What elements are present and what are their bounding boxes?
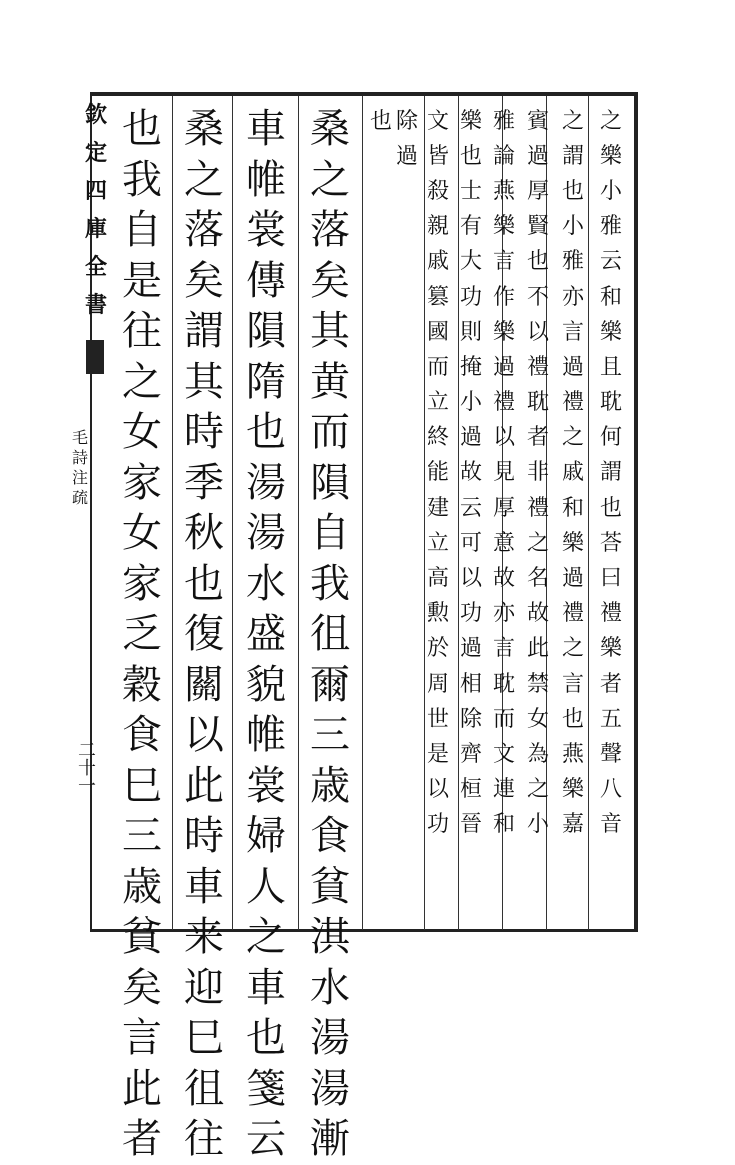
glyph: 女 bbox=[527, 706, 550, 732]
glyph: 也 bbox=[600, 495, 623, 521]
glyph: 雅 bbox=[600, 214, 623, 240]
glyph: 也 bbox=[246, 1015, 286, 1062]
glyph: 大 bbox=[460, 249, 483, 275]
glyph: 何 bbox=[600, 425, 623, 451]
glyph: 篡 bbox=[427, 284, 450, 310]
glyph: 且 bbox=[600, 354, 623, 380]
glyph: 能 bbox=[427, 460, 450, 486]
glyph: 之 bbox=[122, 358, 162, 405]
glyph: 士 bbox=[460, 178, 483, 204]
text-column-11 bbox=[184, 104, 224, 1165]
glyph: 名 bbox=[527, 566, 550, 592]
glyph: 欽 bbox=[84, 102, 107, 128]
glyph: 矣 bbox=[310, 257, 350, 304]
glyph: 乏 bbox=[122, 611, 162, 658]
glyph: 小 bbox=[600, 178, 623, 204]
glyph: 落 bbox=[184, 207, 224, 254]
glyph: 女 bbox=[122, 510, 162, 557]
text-column-3 bbox=[527, 104, 549, 843]
glyph: 裳 bbox=[246, 762, 286, 809]
glyph: 禮 bbox=[493, 390, 516, 416]
glyph: 功 bbox=[427, 812, 450, 838]
glyph: 殺 bbox=[427, 178, 450, 204]
glyph: 自 bbox=[310, 510, 350, 557]
glyph: 車 bbox=[246, 106, 286, 153]
glyph: 掩 bbox=[460, 354, 483, 380]
glyph: 五 bbox=[600, 706, 623, 732]
glyph: 謂 bbox=[184, 308, 224, 355]
column-divider bbox=[458, 96, 459, 930]
glyph: 歳 bbox=[122, 863, 162, 910]
glyph: 湯 bbox=[310, 1065, 350, 1112]
glyph: 以 bbox=[460, 566, 483, 592]
glyph: 故 bbox=[460, 460, 483, 486]
glyph: 燕 bbox=[562, 741, 585, 767]
glyph: 耽 bbox=[493, 671, 516, 697]
glyph: 世 bbox=[427, 706, 450, 732]
text-column-7 bbox=[396, 104, 418, 174]
glyph: 云 bbox=[246, 1116, 286, 1163]
glyph: 落 bbox=[310, 207, 350, 254]
glyph: 和 bbox=[562, 495, 585, 521]
glyph: 賓 bbox=[527, 108, 550, 134]
glyph: 注 bbox=[72, 468, 89, 487]
glyph: 三 bbox=[122, 813, 162, 860]
glyph: 也 bbox=[527, 249, 550, 275]
glyph: 功 bbox=[460, 284, 483, 310]
glyph: 燕 bbox=[493, 178, 516, 204]
glyph: 盛 bbox=[246, 611, 286, 658]
glyph: 過 bbox=[562, 566, 585, 592]
text-column-5 bbox=[460, 104, 482, 843]
column-divider bbox=[362, 96, 363, 930]
glyph: 樂 bbox=[493, 214, 516, 240]
glyph: 高 bbox=[427, 566, 450, 592]
glyph: 也 bbox=[460, 143, 483, 169]
glyph: 自 bbox=[122, 207, 162, 254]
glyph: 也 bbox=[562, 706, 585, 732]
glyph: 亦 bbox=[493, 601, 516, 627]
glyph: 禮 bbox=[600, 601, 623, 627]
glyph: 小 bbox=[460, 390, 483, 416]
glyph: 時 bbox=[184, 409, 224, 456]
glyph: 家 bbox=[122, 560, 162, 607]
glyph: 除 bbox=[460, 706, 483, 732]
glyph: 樂 bbox=[562, 530, 585, 556]
glyph: 言 bbox=[122, 1015, 162, 1062]
glyph: 功 bbox=[460, 601, 483, 627]
glyph: 禁 bbox=[527, 671, 550, 697]
glyph: 桑 bbox=[184, 106, 224, 153]
glyph: 晉 bbox=[460, 812, 483, 838]
glyph: 車 bbox=[246, 964, 286, 1011]
glyph: 全 bbox=[84, 254, 107, 280]
glyph: 之 bbox=[184, 156, 224, 203]
glyph: 戚 bbox=[562, 460, 585, 486]
glyph: 立 bbox=[427, 530, 450, 556]
glyph: 四 bbox=[84, 178, 107, 204]
glyph: 之 bbox=[562, 108, 585, 134]
glyph: 徂 bbox=[184, 1065, 224, 1112]
glyph: 過 bbox=[460, 425, 483, 451]
glyph: 者 bbox=[600, 671, 623, 697]
glyph: 雅 bbox=[562, 249, 585, 275]
glyph: 三 bbox=[310, 712, 350, 759]
glyph: 之 bbox=[527, 530, 550, 556]
glyph: 過 bbox=[460, 636, 483, 662]
glyph: 爾 bbox=[310, 661, 350, 708]
glyph: 耽 bbox=[527, 390, 550, 416]
glyph: 國 bbox=[427, 319, 450, 345]
glyph: 矣 bbox=[184, 257, 224, 304]
glyph: 皆 bbox=[427, 143, 450, 169]
glyph: 荅 bbox=[600, 530, 623, 556]
glyph: 嘉 bbox=[562, 812, 585, 838]
glyph: 貧 bbox=[122, 914, 162, 961]
glyph: 黄 bbox=[310, 358, 350, 405]
glyph: 之 bbox=[246, 914, 286, 961]
glyph: 為 bbox=[527, 741, 550, 767]
glyph: 文 bbox=[493, 741, 516, 767]
glyph: 建 bbox=[427, 495, 450, 521]
glyph: 者 bbox=[122, 1116, 162, 1163]
glyph: 水 bbox=[310, 964, 350, 1011]
glyph: 云 bbox=[600, 249, 623, 275]
glyph: 婦 bbox=[246, 813, 286, 860]
text-column-2 bbox=[562, 104, 584, 843]
glyph: 之 bbox=[562, 425, 585, 451]
glyph: 徂 bbox=[310, 611, 350, 658]
glyph: 家 bbox=[122, 459, 162, 506]
glyph: 疏 bbox=[72, 488, 89, 507]
glyph: 其 bbox=[184, 358, 224, 405]
glyph: 湯 bbox=[246, 459, 286, 506]
glyph: 也 bbox=[184, 560, 224, 607]
glyph: 穀 bbox=[122, 661, 162, 708]
glyph: 於 bbox=[427, 636, 450, 662]
glyph: 相 bbox=[460, 671, 483, 697]
glyph: 禮 bbox=[562, 601, 585, 627]
glyph: 賢 bbox=[527, 214, 550, 240]
glyph: 耽 bbox=[600, 390, 623, 416]
glyph: 而 bbox=[493, 706, 516, 732]
glyph: 連 bbox=[493, 777, 516, 803]
book-title bbox=[84, 96, 108, 376]
glyph: 樂 bbox=[460, 108, 483, 134]
glyph: 桑 bbox=[310, 106, 350, 153]
glyph: 也 bbox=[246, 409, 286, 456]
glyph: 而 bbox=[310, 409, 350, 456]
glyph: 和 bbox=[493, 812, 516, 838]
glyph: 而 bbox=[427, 354, 450, 380]
glyph: 言 bbox=[493, 636, 516, 662]
glyph: 湯 bbox=[246, 510, 286, 557]
glyph: 以 bbox=[427, 777, 450, 803]
glyph: 貌 bbox=[246, 661, 286, 708]
glyph: 傳 bbox=[246, 257, 286, 304]
glyph: 水 bbox=[246, 560, 286, 607]
column-divider bbox=[588, 96, 589, 930]
glyph: 謂 bbox=[600, 460, 623, 486]
glyph: 之 bbox=[562, 636, 585, 662]
glyph: 漸 bbox=[310, 1116, 350, 1163]
glyph: 庫 bbox=[84, 216, 107, 242]
text-column-6 bbox=[427, 104, 449, 843]
glyph: 過 bbox=[527, 143, 550, 169]
glyph: 此 bbox=[122, 1065, 162, 1112]
section-title bbox=[72, 428, 88, 508]
text-column-8 bbox=[370, 104, 392, 139]
text-column-1 bbox=[600, 104, 622, 843]
glyph: 以 bbox=[184, 712, 224, 759]
glyph: 之 bbox=[600, 108, 623, 134]
glyph: 季 bbox=[184, 459, 224, 506]
glyph: 小 bbox=[562, 214, 585, 240]
glyph: 八 bbox=[600, 777, 623, 803]
glyph: 過 bbox=[493, 354, 516, 380]
glyph: 隋 bbox=[246, 358, 286, 405]
glyph: 毛 bbox=[72, 428, 89, 447]
glyph: 湯 bbox=[310, 1015, 350, 1062]
glyph: 作 bbox=[493, 284, 516, 310]
glyph: 關 bbox=[184, 661, 224, 708]
glyph: 以 bbox=[493, 425, 516, 451]
glyph: 言 bbox=[562, 319, 585, 345]
glyph: 言 bbox=[493, 249, 516, 275]
glyph: 人 bbox=[246, 863, 286, 910]
glyph: 歳 bbox=[310, 762, 350, 809]
glyph: 隕 bbox=[310, 459, 350, 506]
glyph: 矣 bbox=[122, 964, 162, 1011]
glyph: 齊 bbox=[460, 741, 483, 767]
glyph: 禮 bbox=[562, 390, 585, 416]
glyph: 食 bbox=[122, 712, 162, 759]
glyph: 定 bbox=[84, 140, 107, 166]
glyph: 箋 bbox=[246, 1065, 286, 1112]
glyph: 樂 bbox=[600, 636, 623, 662]
glyph: 我 bbox=[310, 560, 350, 607]
glyph: 之 bbox=[527, 777, 550, 803]
glyph: 樂 bbox=[562, 777, 585, 803]
glyph: 車 bbox=[184, 863, 224, 910]
glyph: 此 bbox=[184, 762, 224, 809]
glyph: 帷 bbox=[246, 712, 286, 759]
glyph: 故 bbox=[493, 566, 516, 592]
glyph: 往 bbox=[184, 1116, 224, 1163]
glyph: 秋 bbox=[184, 510, 224, 557]
glyph: 禮 bbox=[527, 354, 550, 380]
glyph: 也 bbox=[122, 106, 162, 153]
glyph: 非 bbox=[527, 460, 550, 486]
glyph: 親 bbox=[427, 214, 450, 240]
glyph: 謂 bbox=[562, 143, 585, 169]
glyph: 意 bbox=[493, 530, 516, 556]
glyph: 裳 bbox=[246, 207, 286, 254]
glyph: 巳 bbox=[122, 762, 162, 809]
glyph: 曰 bbox=[600, 566, 623, 592]
glyph: 小 bbox=[527, 812, 550, 838]
glyph: 雅 bbox=[493, 108, 516, 134]
glyph: 帷 bbox=[246, 156, 286, 203]
glyph: 貧 bbox=[310, 863, 350, 910]
glyph: 周 bbox=[427, 671, 450, 697]
glyph: 我 bbox=[122, 156, 162, 203]
glyph: 除 bbox=[396, 108, 419, 134]
glyph: 亦 bbox=[562, 284, 585, 310]
glyph: 其 bbox=[310, 308, 350, 355]
glyph: 則 bbox=[460, 319, 483, 345]
glyph: 可 bbox=[460, 530, 483, 556]
text-column-10 bbox=[246, 104, 286, 1165]
glyph: 禮 bbox=[527, 495, 550, 521]
glyph: 女 bbox=[122, 409, 162, 456]
glyph: 詩 bbox=[72, 448, 89, 467]
fishtail-mark bbox=[86, 340, 104, 374]
glyph: 樂 bbox=[600, 143, 623, 169]
folio-number: 二十一 bbox=[75, 740, 96, 794]
glyph: 戚 bbox=[427, 249, 450, 275]
glyph: 不 bbox=[527, 284, 550, 310]
glyph: 之 bbox=[310, 156, 350, 203]
glyph: 此 bbox=[527, 636, 550, 662]
glyph: 終 bbox=[427, 425, 450, 451]
glyph: 樂 bbox=[493, 319, 516, 345]
glyph: 淇 bbox=[310, 914, 350, 961]
glyph: 厚 bbox=[493, 495, 516, 521]
glyph: 云 bbox=[460, 495, 483, 521]
glyph: 故 bbox=[527, 601, 550, 627]
glyph: 桓 bbox=[460, 777, 483, 803]
glyph: 是 bbox=[427, 741, 450, 767]
glyph: 巳 bbox=[184, 1015, 224, 1062]
glyph: 聲 bbox=[600, 741, 623, 767]
text-column-9 bbox=[310, 104, 350, 1165]
glyph: 者 bbox=[527, 425, 550, 451]
glyph: 食 bbox=[310, 813, 350, 860]
glyph: 和 bbox=[600, 284, 623, 310]
column-divider bbox=[232, 96, 233, 930]
glyph: 往 bbox=[122, 308, 162, 355]
glyph: 勲 bbox=[427, 601, 450, 627]
glyph: 過 bbox=[562, 354, 585, 380]
text-column-4 bbox=[493, 104, 515, 843]
glyph: 論 bbox=[493, 143, 516, 169]
glyph: 厚 bbox=[527, 178, 550, 204]
glyph: 復 bbox=[184, 611, 224, 658]
glyph: 見 bbox=[493, 460, 516, 486]
glyph: 迎 bbox=[184, 964, 224, 1011]
glyph: 時 bbox=[184, 813, 224, 860]
glyph: 也 bbox=[562, 178, 585, 204]
text-column-12 bbox=[122, 104, 162, 1165]
column-divider bbox=[298, 96, 299, 930]
glyph: 樂 bbox=[600, 319, 623, 345]
glyph: 有 bbox=[460, 214, 483, 240]
glyph: 立 bbox=[427, 390, 450, 416]
glyph: 来 bbox=[184, 914, 224, 961]
glyph: 過 bbox=[396, 143, 419, 169]
glyph: 隕 bbox=[246, 308, 286, 355]
column-divider bbox=[172, 96, 173, 930]
glyph: 言 bbox=[562, 671, 585, 697]
glyph: 也 bbox=[370, 108, 393, 134]
glyph: 音 bbox=[600, 812, 623, 838]
glyph: 是 bbox=[122, 257, 162, 304]
glyph: 書 bbox=[84, 292, 107, 318]
glyph: 以 bbox=[527, 319, 550, 345]
glyph: 文 bbox=[427, 108, 450, 134]
column-divider bbox=[424, 96, 425, 930]
